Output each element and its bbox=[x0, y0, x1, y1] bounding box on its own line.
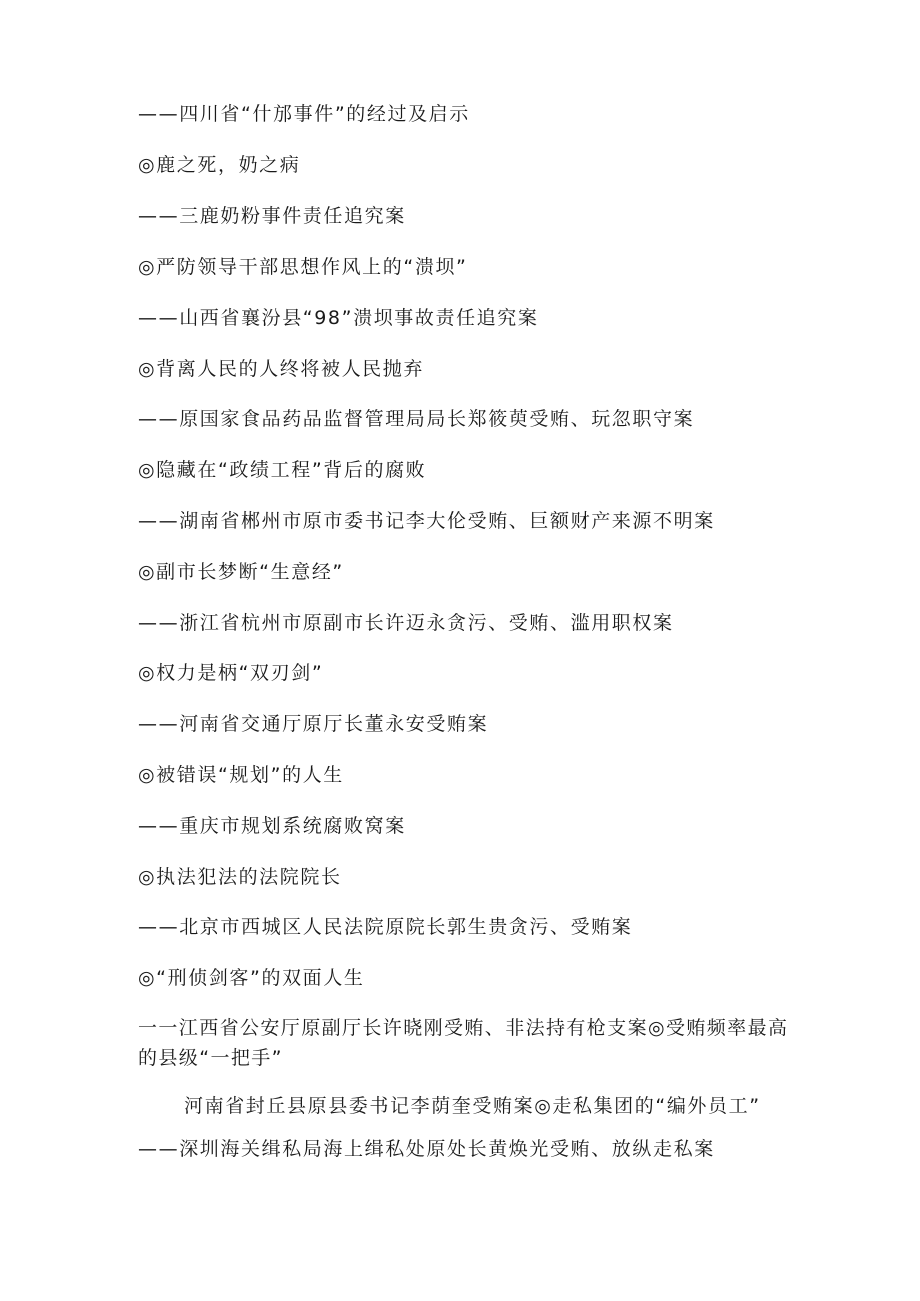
subtitle-line: ——原国家食品药品监督管理局局长郑筱萸受贿、玩忽职守案 bbox=[138, 408, 695, 430]
heading-line: ◎被错误“规划”的人生 bbox=[138, 764, 344, 786]
heading-line: ◎严防领导干部思想作风上的“溃坝” bbox=[138, 256, 468, 278]
subtitle-line: ——浙江省杭州市原副市长许迈永贪污、受贿、滥用职权案 bbox=[138, 612, 674, 634]
subtitle-line: ——湖南省郴州市原市委书记李大伦受贿、巨额财产来源不明案 bbox=[138, 510, 715, 532]
subtitle-line: ——重庆市规划系统腐败窝案 bbox=[138, 815, 406, 837]
subtitle-line: ——河南省交通厅原厅长董永安受贿案 bbox=[138, 713, 489, 735]
subtitle-line: ——北京市西城区人民法院原院长郭生贵贪污、受贿案 bbox=[138, 916, 633, 938]
heading-line: ◎“刑侦剑客”的双面人生 bbox=[138, 967, 365, 989]
heading-line: ◎执法犯法的法院院长 bbox=[138, 866, 342, 888]
heading-line: ◎权力是柄“双刃剑” bbox=[138, 662, 324, 684]
subtitle-line: ——深圳海关缉私局海上缉私处原处长黄焕光受贿、放纵走私案 bbox=[138, 1138, 715, 1160]
heading-line: ◎背离人民的人终将被人民抛弃 bbox=[138, 358, 424, 380]
heading-line: ◎隐藏在“政绩工程”背后的腐败 bbox=[138, 459, 427, 481]
subtitle-line: ——三鹿奶粉事件责任追究案 bbox=[138, 205, 406, 227]
heading-line: ◎鹿之死，奶之病 bbox=[138, 154, 301, 176]
subtitle-line: ——山西省襄汾县“98”溃坝事故责任追究案 bbox=[138, 307, 539, 329]
indented-line: 河南省封丘县原县委书记李荫奎受贿案◎走私集团的“编外员工” bbox=[184, 1095, 761, 1117]
heading-line: ◎副市长梦断“生意经” bbox=[138, 561, 344, 583]
subtitle-line: 一一江西省公安厅原副厅长许晓刚受贿、非法持有枪支案◎受贿频率最高的县级“一把手” bbox=[138, 1017, 789, 1069]
subtitle-line: ——四川省“什邡事件”的经过及启示 bbox=[138, 103, 470, 125]
